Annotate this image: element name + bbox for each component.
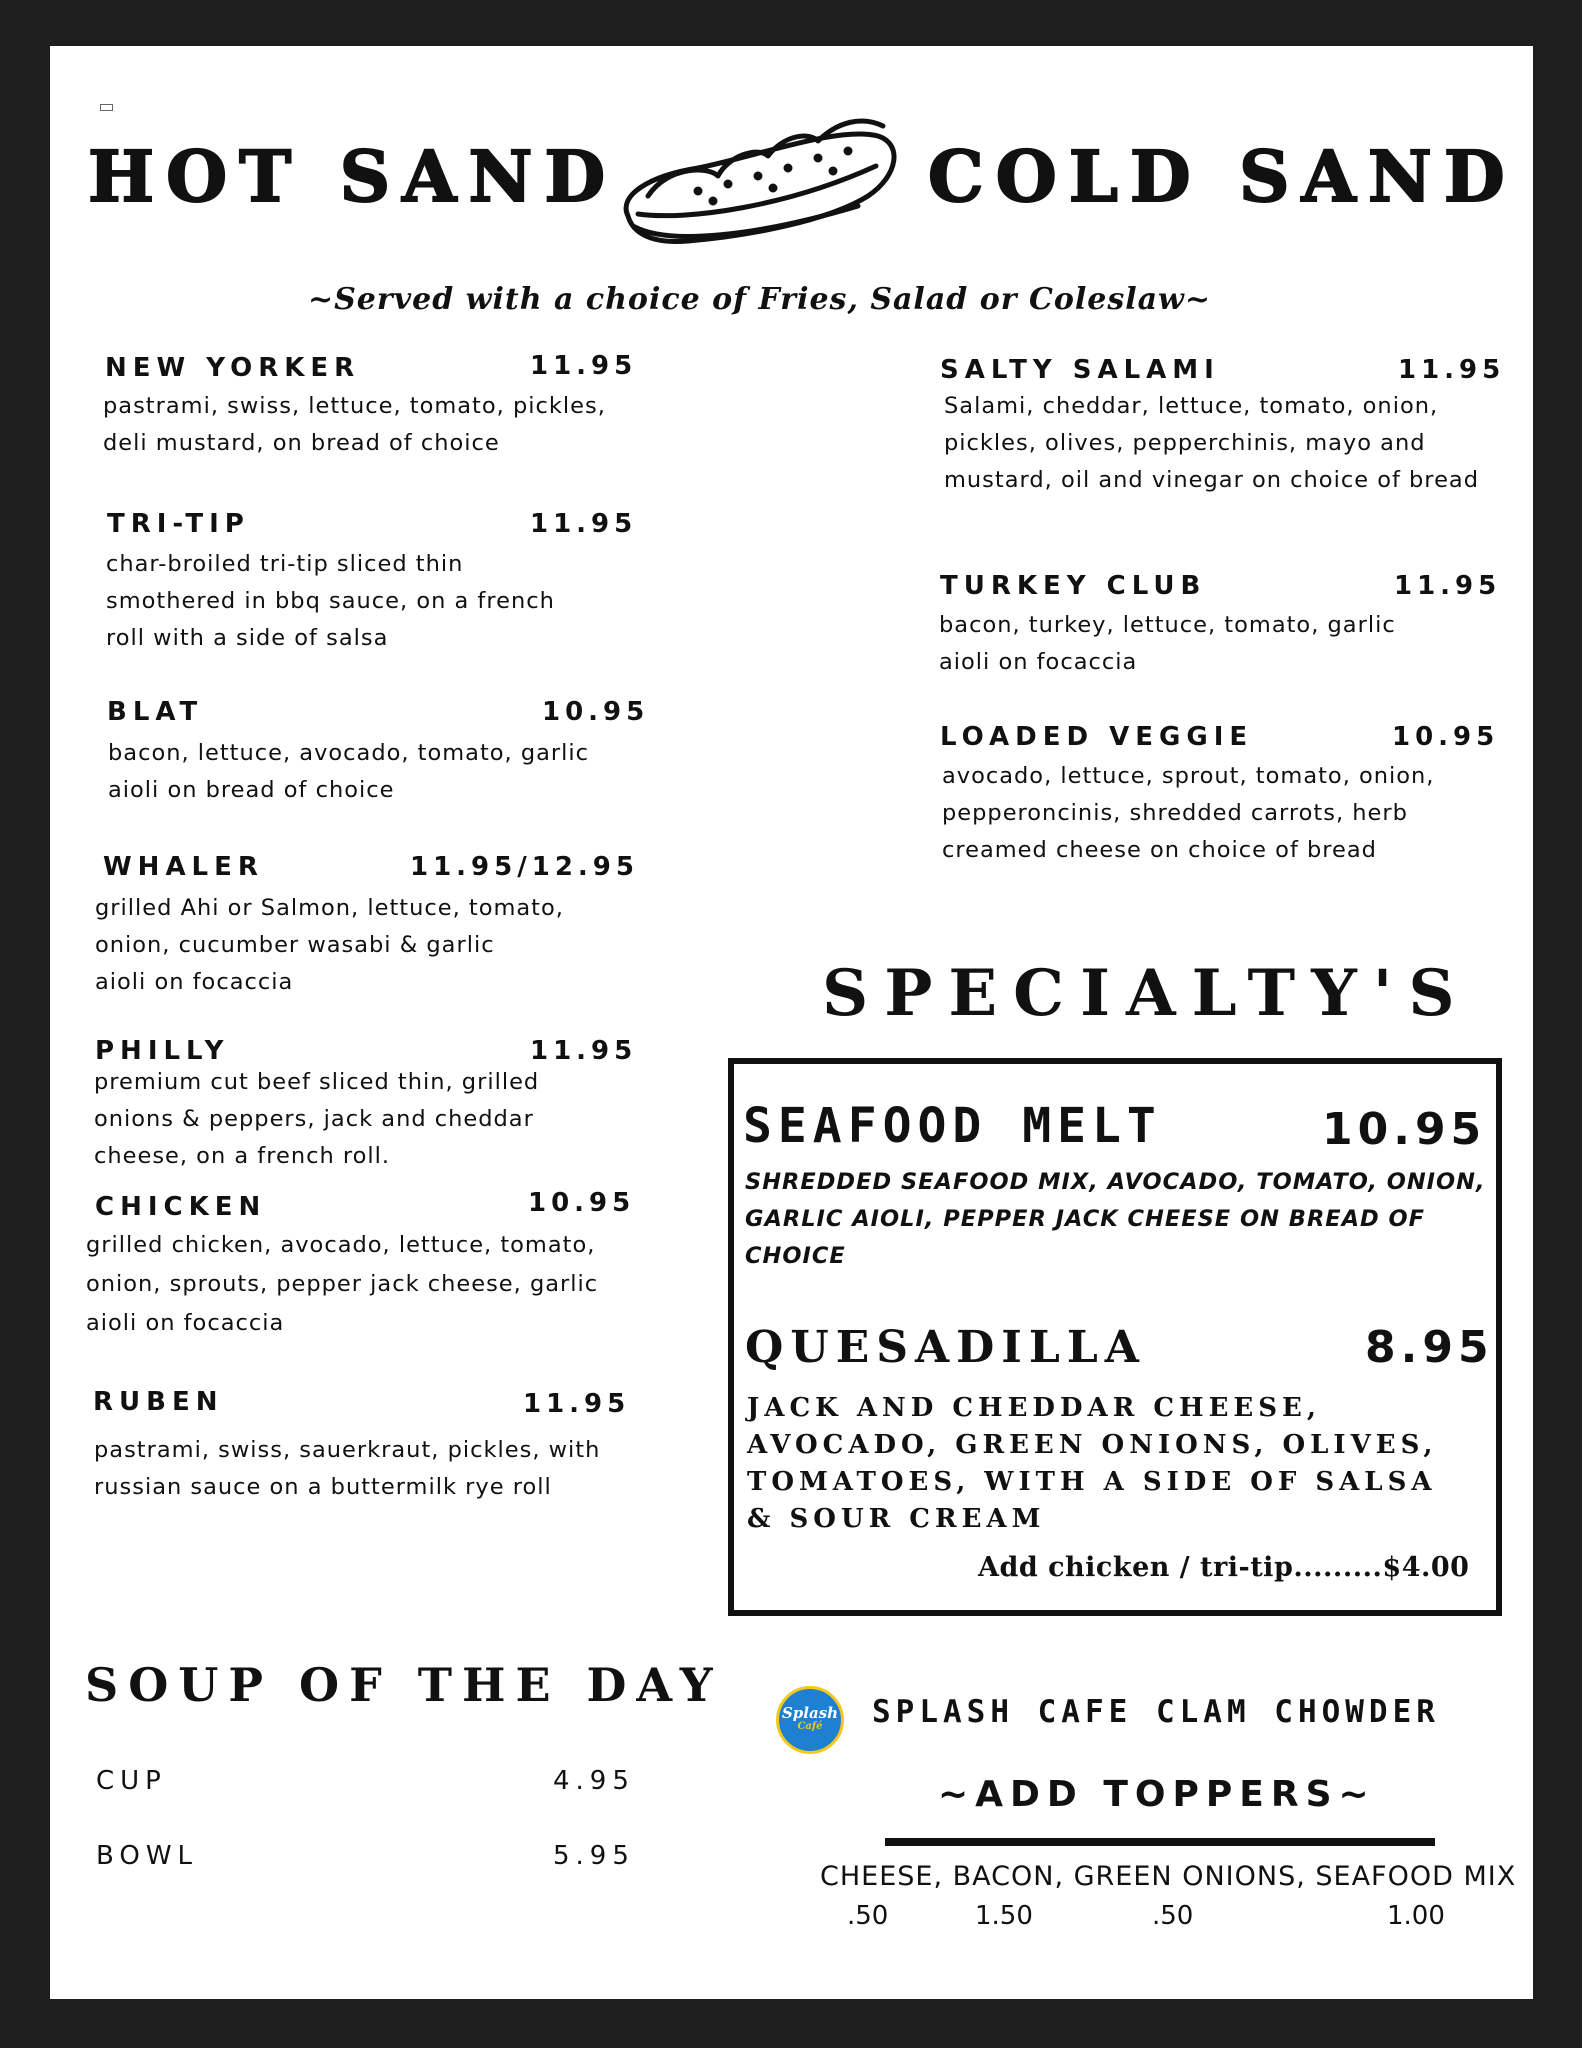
item-price-seafood-melt: 10.95 xyxy=(1322,1104,1487,1155)
add-toppers-title: ~ADD TOPPERS~ xyxy=(938,1774,1376,1815)
soup-title: SOUP OF THE DAY xyxy=(85,1658,723,1712)
logo-text-bottom: Café xyxy=(797,1721,823,1732)
item-name-tri-tip: TRI-TIP xyxy=(107,509,250,539)
addon-chicken-tri-tip: Add chicken / tri-tip.........$4.00 xyxy=(978,1552,1470,1583)
item-name-chicken: CHICKEN xyxy=(95,1192,267,1222)
item-price-salty-salami: 11.95 xyxy=(1398,355,1506,385)
item-name-turkey-club: TURKEY CLUB xyxy=(940,571,1207,601)
soup-bowl-price: 5.95 xyxy=(553,1841,635,1871)
item-desc-new-yorker: pastrami, swiss, lettuce, tomato, pickles, deli mustard, on bread of choice xyxy=(103,393,606,456)
topper-price-seafood-mix: 1.00 xyxy=(1387,1901,1445,1931)
logo-text-top: Splash xyxy=(781,1704,839,1722)
item-price-whaler: 11.95/12.95 xyxy=(410,852,639,882)
item-name-loaded-veggie: LOADED VEGGIE xyxy=(940,722,1254,752)
item-name-whaler: WHALER xyxy=(103,852,264,882)
topper-price-green-onions: .50 xyxy=(1152,1901,1194,1931)
item-price-turkey-club: 11.95 xyxy=(1394,571,1502,601)
item-price-tri-tip: 11.95 xyxy=(530,509,638,539)
item-desc-loaded-veggie: avocado, lettuce, sprout, tomato, onion, pepperoncinis, shredded carrots, herb creamed cheese on choice of bread xyxy=(942,763,1435,863)
hot-sand-title: HOT SAND xyxy=(88,135,618,218)
topper-price-cheese: .50 xyxy=(847,1901,889,1931)
toppers-divider xyxy=(885,1838,1435,1846)
item-desc-seafood-melt: SHREDDED SEAFOOD MIX, AVOCADO, TOMATO, ONION, GARLIC AIOLI, PEPPER JACK CHEESE ON BREAD OF CHOICE xyxy=(745,1169,1486,1269)
served-with-subtitle: ~Served with a choice of Fries, Salad or Coleslaw~ xyxy=(308,282,1212,317)
item-name-seafood-melt: SEAFOOD MELT xyxy=(743,1098,1162,1154)
item-desc-blat: bacon, lettuce, avocado, tomato, garlic aioli on bread of choice xyxy=(108,740,590,803)
item-desc-tri-tip: char-broiled tri-tip sliced thin smothered in bbq sauce, on a french roll with a side of salsa xyxy=(106,551,555,651)
item-desc-philly: premium cut beef sliced thin, grilled onions & peppers, jack and cheddar cheese, on a french roll. xyxy=(94,1069,540,1169)
item-price-philly: 11.95 xyxy=(530,1036,638,1066)
item-name-philly: PHILLY xyxy=(95,1036,230,1066)
item-price-new-yorker: 11.95 xyxy=(530,351,638,381)
item-desc-salty-salami: Salami, cheddar, lettuce, tomato, onion, pickles, olives, pepperchinis, mayo and mustard, oil and vinegar on choice of bread xyxy=(944,393,1479,493)
clam-chowder-title: SPLASH CAFE CLAM CHOWDER xyxy=(872,1694,1440,1730)
item-price-loaded-veggie: 10.95 xyxy=(1392,722,1500,752)
item-price-chicken: 10.95 xyxy=(528,1188,636,1218)
cold-sand-title: COLD SAND xyxy=(928,135,1517,218)
item-name-salty-salami: SALTY SALAMI xyxy=(940,355,1220,385)
specialty-title: SPECIALTY'S xyxy=(822,956,1471,1031)
soup-bowl-label: BOWL xyxy=(96,1841,199,1871)
item-name-quesadilla: QUESADILLA xyxy=(745,1322,1146,1373)
item-desc-turkey-club: bacon, turkey, lettuce, tomato, garlic aioli on focaccia xyxy=(939,612,1396,675)
soup-cup-price: 4.95 xyxy=(553,1766,635,1796)
item-desc-quesadilla: JACK AND CHEDDAR CHEESE, AVOCADO, GREEN ONIONS, OLIVES, TOMATOES, WITH A SIDE OF SALSA & SOUR CREAM xyxy=(747,1393,1438,1534)
item-price-ruben: 11.95 xyxy=(523,1389,631,1419)
toppers-list: CHEESE, BACON, GREEN ONIONS, SEAFOOD MIX xyxy=(820,1861,1517,1892)
item-desc-whaler: grilled Ahi or Salmon, lettuce, tomato, onion, cucumber wasabi & garlic aioli on focaccia xyxy=(95,895,564,995)
corner-mark xyxy=(100,104,113,111)
item-price-quesadilla: 8.95 xyxy=(1365,1322,1494,1373)
soup-cup-label: CUP xyxy=(96,1766,167,1796)
item-desc-ruben: pastrami, swiss, sauerkraut, pickles, with russian sauce on a buttermilk rye roll xyxy=(94,1437,601,1500)
item-name-blat: BLAT xyxy=(107,697,204,727)
menu-page xyxy=(50,46,1533,1999)
item-name-new-yorker: NEW YORKER xyxy=(105,353,361,383)
item-price-blat: 10.95 xyxy=(542,697,650,727)
topper-price-bacon: 1.50 xyxy=(975,1901,1033,1931)
splash-cafe-logo xyxy=(776,1686,844,1754)
item-desc-chicken: grilled chicken, avocado, lettuce, tomato, onion, sprouts, pepper jack cheese, garlic aioli on focaccia xyxy=(86,1232,599,1336)
item-name-ruben: RUBEN xyxy=(93,1387,224,1417)
sandwich-icon xyxy=(608,96,908,256)
